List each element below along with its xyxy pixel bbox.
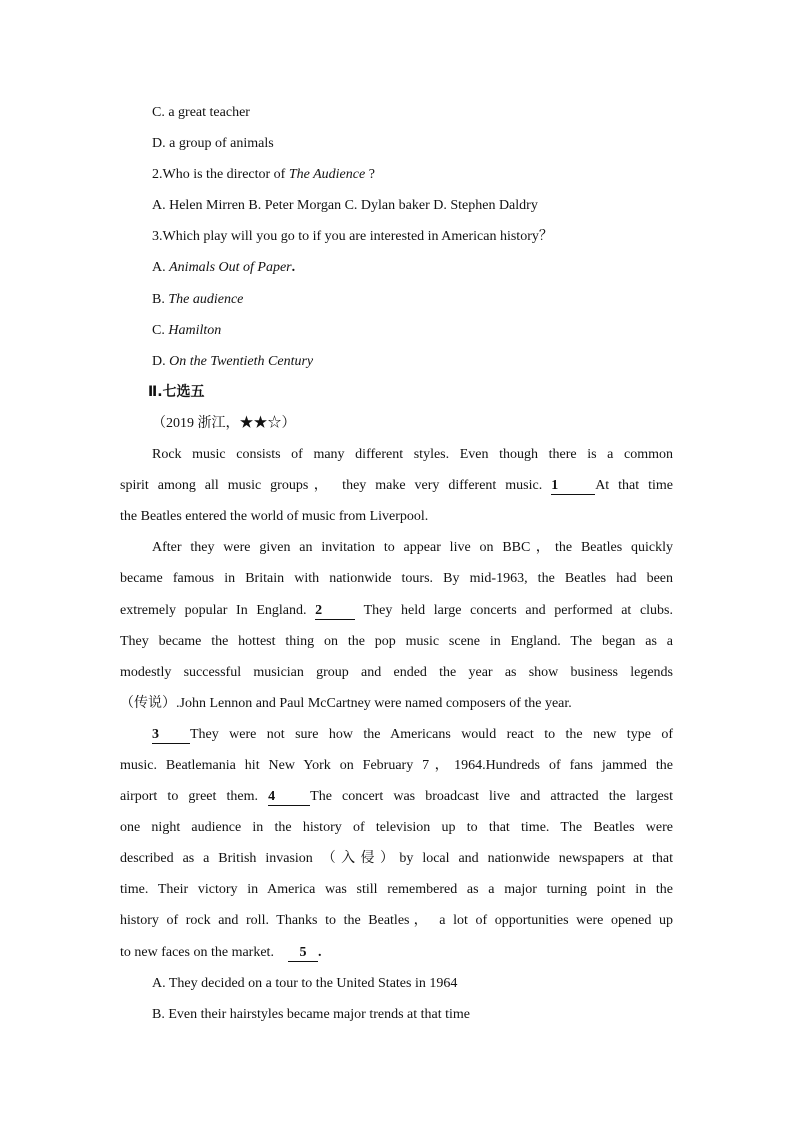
q3-option-c xyxy=(120,315,673,346)
q3-option-b xyxy=(120,284,673,315)
passage-line: the Beatles entered the world of music from Liverpool. xyxy=(120,509,429,525)
passage-period: . xyxy=(317,944,322,960)
passage-line: time. Their victory in America was still remembered as a major turning point in the xyxy=(120,882,673,898)
passage-line: became famous in Britain with nationwide tours. By mid-1963, the Beatles had been xyxy=(120,571,673,587)
passage-line: described as a British invasion （入侵）by local and nationwide newspapers at that xyxy=(120,851,673,867)
q3-option-d xyxy=(120,346,673,377)
passage-line: They became the hottest thing on the pop music scene in England. The began as a xyxy=(120,633,673,649)
section-source: （2019 浙江，★★☆） xyxy=(152,415,296,431)
q3-d-text: On the Twentieth Century xyxy=(169,353,314,369)
passage-line: modestly successful musician group and ended the year as show business legends xyxy=(120,664,673,680)
q2-suffix: ? xyxy=(365,167,375,183)
passage-line xyxy=(120,595,673,626)
q1-option-d: D. a group of animals xyxy=(152,136,274,152)
q1-option-c: C. a great teacher xyxy=(152,105,250,120)
q3-c-text: Hamilton xyxy=(168,322,222,338)
passage-text: spirit among all music groups， they make very different music. xyxy=(120,478,543,494)
passage-text: airport to greet them. xyxy=(120,789,259,805)
q3-a-end: . xyxy=(291,260,296,276)
question-2 xyxy=(120,159,673,190)
passage-line xyxy=(120,719,673,750)
q3-c-label: C. xyxy=(152,322,169,338)
passage-line xyxy=(120,937,673,968)
passage-line: After they were given an invitation to appear live on BBC，the Beatles quickly xyxy=(152,540,673,556)
q2-title: The Audience xyxy=(288,167,366,183)
q3-d-label: D. xyxy=(152,353,170,369)
q3-a-label: A. xyxy=(152,260,170,276)
passage-text: They were not sure how the Americans would react to the new type of xyxy=(190,726,673,742)
passage-line xyxy=(120,781,673,812)
passage-text: extremely popular In England. xyxy=(120,602,307,618)
passage-text: At that time xyxy=(595,478,673,494)
blank-4: 4 xyxy=(268,789,310,806)
q3-option-a xyxy=(120,252,673,283)
passage-line: （传说）.John Lennon and Paul McCartney were named composers of the year. xyxy=(120,695,572,711)
q3-b-label: B. xyxy=(152,291,169,307)
passage-line: one night audience in the history of television up to that time. The Beatles were xyxy=(120,820,673,836)
question-3: 3.Which play will you go to if you are interested in American history？ xyxy=(152,229,553,245)
blank-5: 5 xyxy=(288,945,318,962)
blank-2: 2 xyxy=(315,603,355,620)
q3-a-text: Animals Out of Paper xyxy=(169,260,292,276)
blank-1: 1 xyxy=(551,478,595,495)
blank-3: 3 xyxy=(152,727,190,744)
q2-options: A. Helen Mirren B. Peter Morgan C. Dylan baker D. Stephen Daldry xyxy=(152,198,538,214)
q2-prefix: 2.Who is the director of xyxy=(152,167,289,183)
passage-text: The concert was broadcast live and attracted the largest xyxy=(310,789,674,805)
passage-line xyxy=(120,470,673,501)
answer-option-a: A. They decided on a tour to the United States in 1964 xyxy=(152,975,458,991)
passage-text: They held large concerts and performed at clubs. xyxy=(363,602,674,618)
passage-text: to new faces on the market. xyxy=(120,944,274,960)
answer-option-b: B. Even their hairstyles became major trends at that time xyxy=(152,1006,471,1022)
section-title: Ⅱ.七选五 xyxy=(148,383,205,400)
passage-line: history of rock and roll. Thanks to the Beatles， a lot of opportunities were opened up xyxy=(120,913,673,929)
q3-b-text: The audience xyxy=(168,291,244,307)
passage-line: Rock music consists of many different styles. Even though there is a common xyxy=(152,447,673,463)
passage-line: music. Beatlemania hit New York on February 7，1964.Hundreds of fans jammed the xyxy=(120,757,673,773)
document-content xyxy=(120,97,673,1030)
